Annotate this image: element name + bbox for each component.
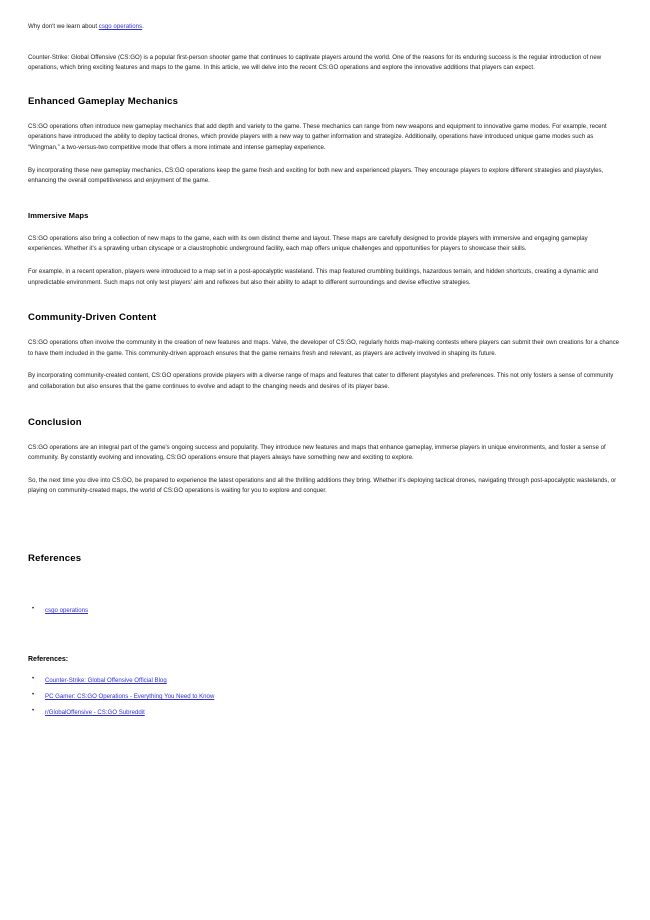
- spacer: [28, 630, 622, 656]
- list-item: [28, 675, 622, 686]
- list-item: [28, 691, 622, 702]
- primary-reference-list: [28, 605, 622, 616]
- csgo-operations-link[interactable]: csgo operations: [98, 23, 143, 30]
- spacer: [28, 579, 622, 605]
- paragraph-gameplay-2: By incorporating these new gameplay mechanics, CS:GO operations keep the game fresh and exciting for both new and experienced players. They encourage players to explore different strategies and playstyles, enhancing the overall competitiveness and enjoyment of the game.: [28, 166, 604, 185]
- opening-paragraph: Counter-Strike: Global Offensive (CS:GO) is a popular first-person shooter game that continues to captivate players around the world. One of the reasons for its enduring success is the regular introduction of new operations, which bring exciting features and maps to the game. In this article, we will delve into the recent CS:GO operations and explore the innovative additions that players can expect.: [28, 53, 602, 72]
- section-heading-community-driven-content: Community-Driven Content: [28, 312, 157, 324]
- paragraph-conclusion-1: CS:GO operations are an integral part of the game's ongoing success and popularity. They introduce new features and maps that enhance gameplay, immerse players in unique environments, and foster a sense of community. By constantly evolving and innovating, CS:GO operations ensure that players always have something new and exciting to explore.: [28, 443, 606, 462]
- spacer: [28, 405, 622, 417]
- reference-list: [28, 675, 622, 718]
- list-item: [28, 605, 622, 616]
- reference-link-csgo-operations[interactable]: csgo operations: [45, 606, 89, 614]
- reference-link-pc-gamer[interactable]: PC Gamer: CS:GO Operations - Everything You Need to Know: [45, 692, 215, 700]
- references-sub-label: References:: [28, 655, 69, 663]
- intro-suffix-text: .: [142, 23, 144, 30]
- spacer-before-references: [28, 509, 622, 553]
- references-heading: References: [28, 552, 82, 564]
- intro-prefix-text: Why don't we learn about: [28, 23, 99, 30]
- list-item: [28, 707, 622, 718]
- section-heading-enhanced-gameplay-mechanics: Enhanced Gameplay Mechanics: [28, 95, 179, 107]
- section-heading-immersive-maps: Immersive Maps: [28, 210, 89, 220]
- paragraph-conclusion-2: So, the next time you dive into CS:GO, be prepared to experience the latest operations and all the thrilling additions they bring. Whether it's deploying tactical drones, navigating through post-apocalyptic wastelands, or playing on community-created maps, the world of CS:GO operations is waiting for you to explore and conquer.: [28, 476, 617, 495]
- section-heading-conclusion: Conclusion: [28, 416, 82, 428]
- document-content: [28, 22, 622, 732]
- paragraph-community-2: By incorporating community-created content, CS:GO operations provide players with a diverse range of maps and features that cater to different playstyles and preferences. This not only fosters a sense of community and collaboration but also ensures that the game continues to evolve and adapt to the changing needs and desires of its player base.: [28, 372, 614, 390]
- paragraph-maps-1: CS:GO operations also bring a collection of new maps to the game, each with its own distinct theme and layout. These maps are carefully designed to provide players with immersive and engaging gameplay experiences. Whether it's a sprawling urban cityscape or a claustrophobic underground facility, each map offers unique challenges and opportunities for players to showcase their skills.: [28, 234, 588, 253]
- spacer: [28, 300, 622, 312]
- paragraph-gameplay-1: CS:GO operations often introduce new gameplay mechanics that add depth and variety to the game. These mechanics can range from new weapons and equipment to innovative game modes. For example, recent operations have introduced the ability to deploy tactical drones, which provide players with a new way to gather information and strategize. Additionally, operations have introduced unique game modes such as “Wingman,” a two-versus-two competitive mode that offers a more intimate and intense gameplay experience.: [28, 122, 607, 151]
- reference-link-subreddit[interactable]: r/GlobalOffensive - CS:GO Subreddit: [45, 708, 145, 716]
- paragraph-community-1: CS:GO operations often involve the community in the creation of new features and maps. Valve, the developer of CS:GO, regularly holds map-making contests where players can submit their own creations for a chance to have them included in the game. This community-driven approach ensures that the game remains fresh and relevant, as players are actively involved in shaping its future.: [28, 339, 620, 357]
- intro-line: [28, 22, 622, 33]
- paragraph-maps-2: For example, in a recent operation, players were introduced to a map set in a post-apocalyptic wasteland. This map featured crumbling buildings, hazardous terrain, and hidden shortcuts, creating a dynamic and unpredictable environment. Such maps not only test players' aim and reflexes but also their ability to adapt to different surroundings and devise effective strategies.: [28, 267, 599, 286]
- spacer: [28, 199, 622, 211]
- reference-link-official-blog[interactable]: Counter-Strike: Global Offensive Official Blog: [45, 676, 167, 684]
